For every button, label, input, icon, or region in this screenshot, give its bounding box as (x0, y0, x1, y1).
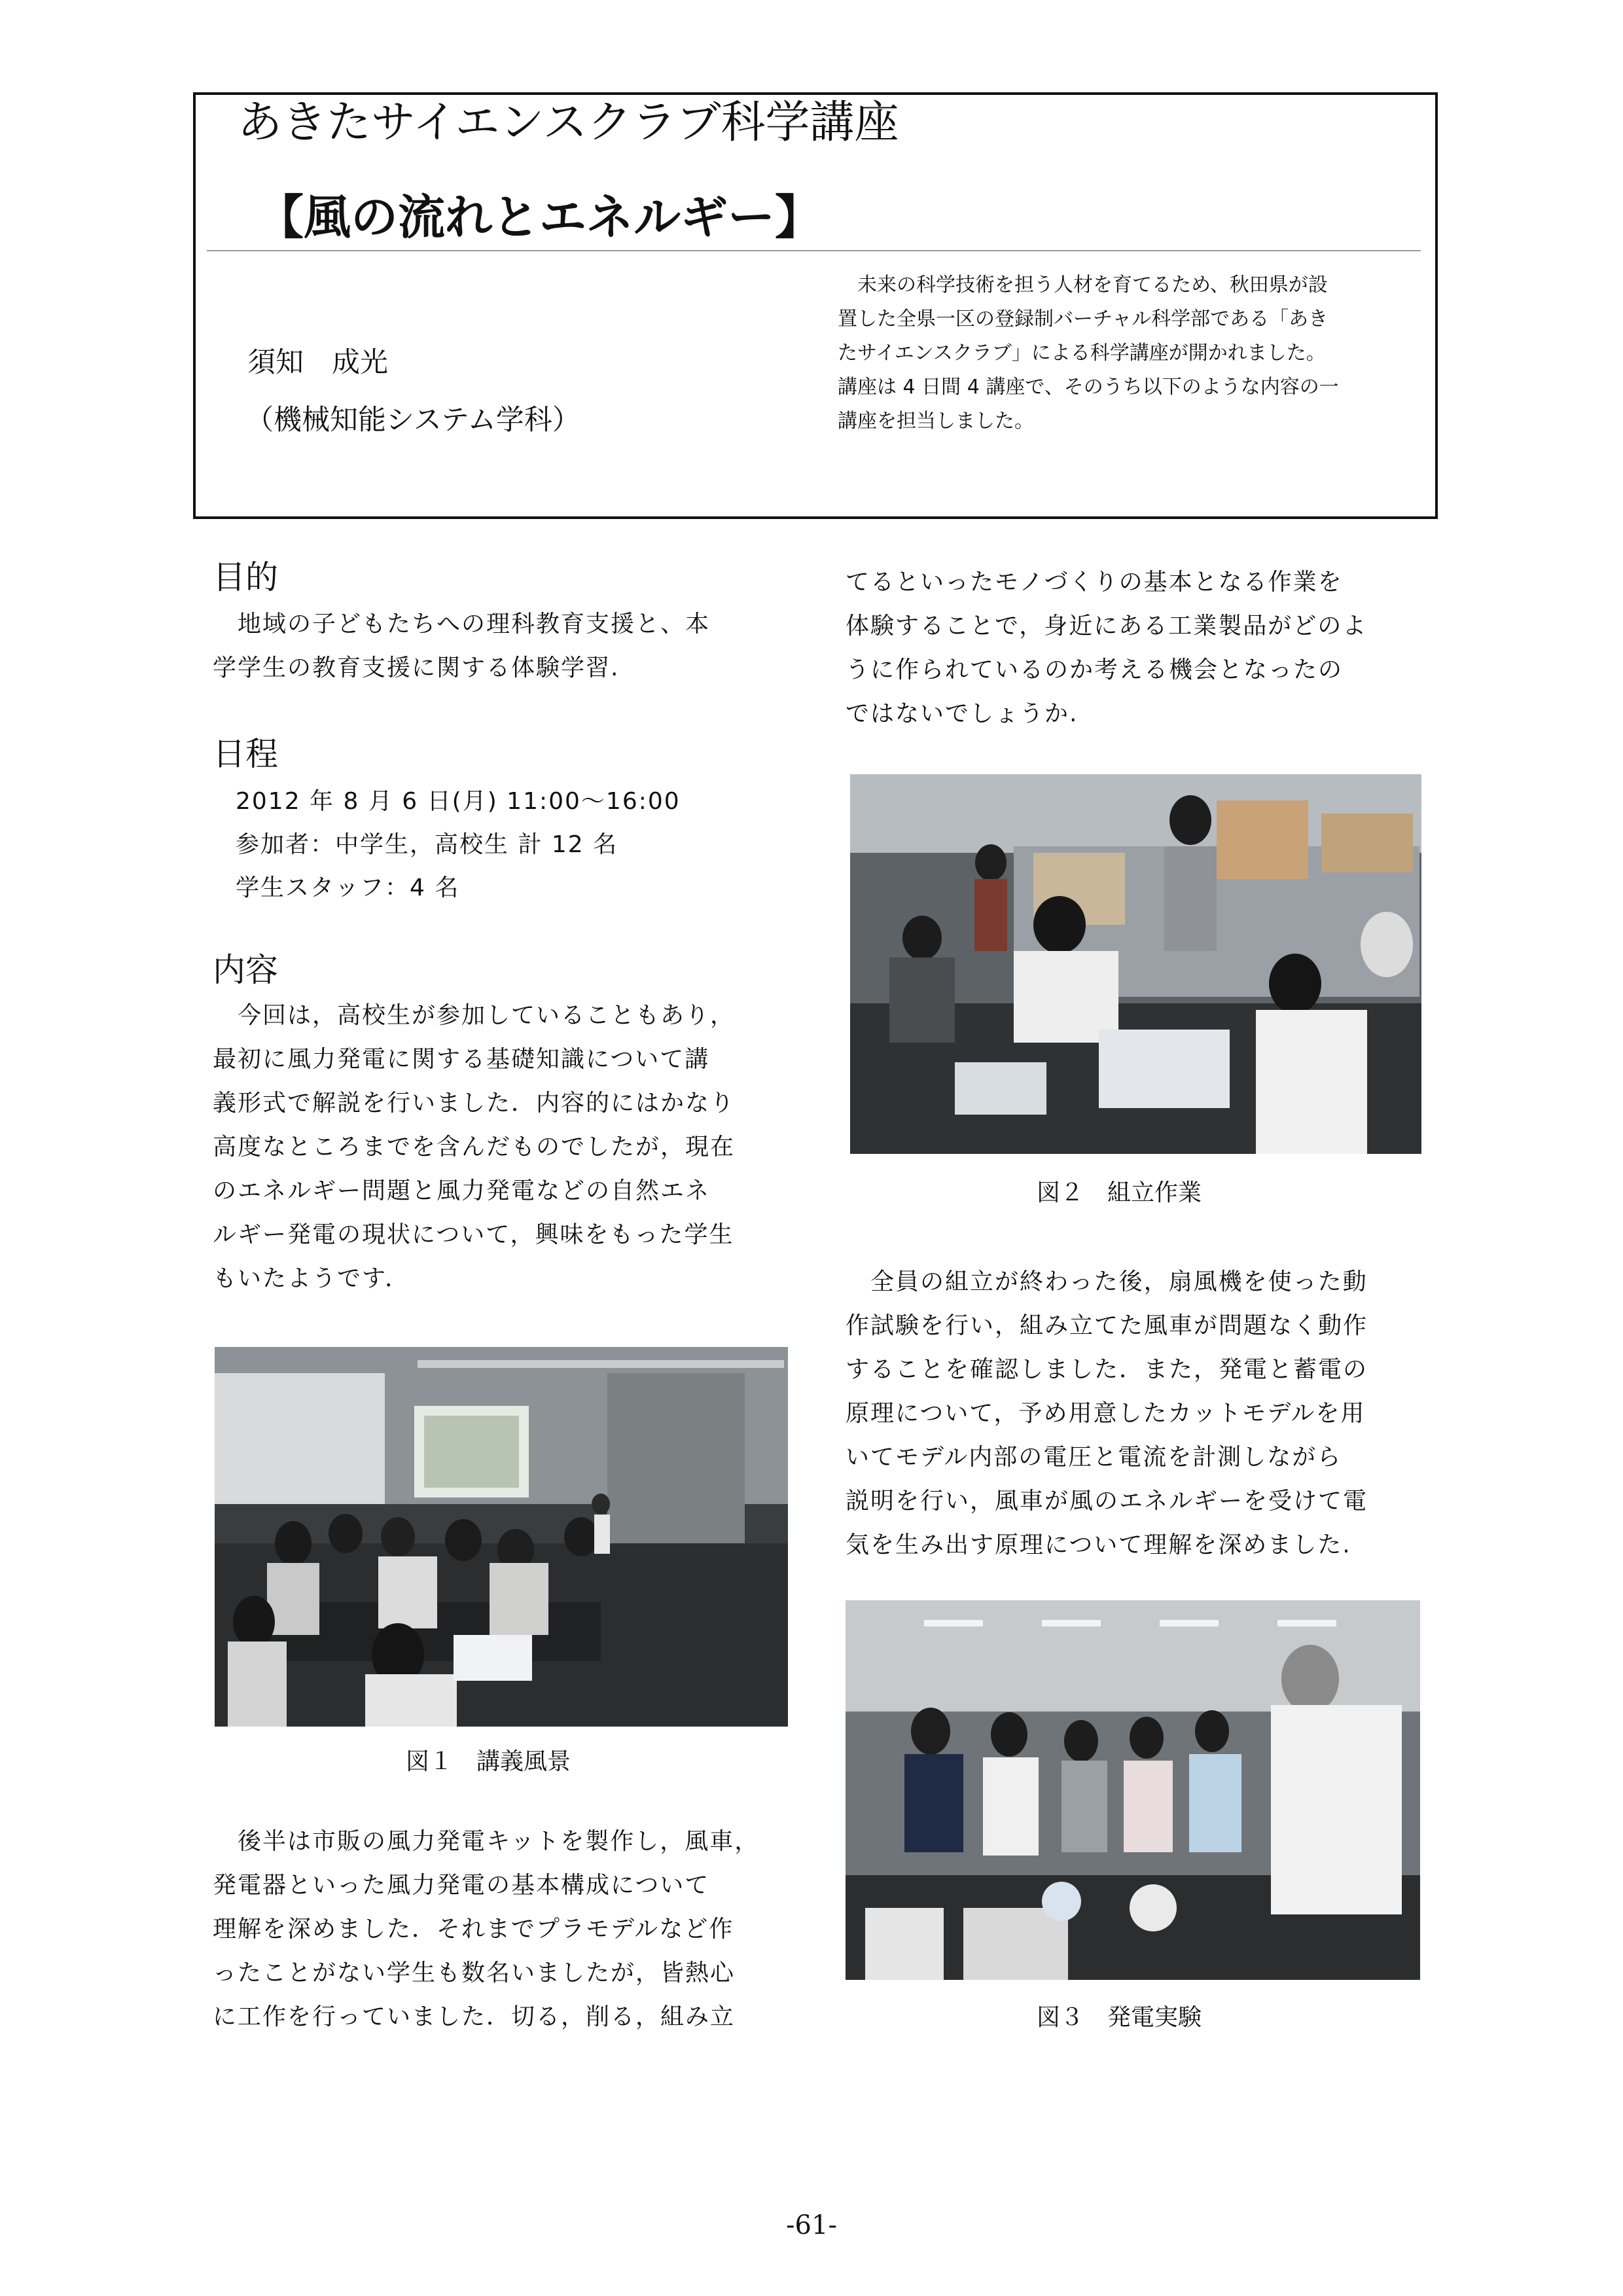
title-divider (207, 250, 1421, 251)
page-number: -61- (786, 2210, 837, 2240)
figure-3-caption: 図３ 発電実験 (1037, 2004, 1202, 2031)
intro-text: 未来の科学技術を担う人材を育てるため、秋田県が設 置した全県一区の登録制バーチャル科学部である「あき たサイエンスクラブ」による科学講座が開かれました。 講座は 4 日間 4 講座で、そのうち以下のような内容の一 講座を担当しました。 (838, 274, 1339, 433)
figure-1-caption: 図１ 講義風景 (406, 1748, 571, 1775)
purpose-heading: 目的 (213, 558, 278, 596)
author-department: （機械知能システム学科） (245, 404, 580, 437)
content-paragraph-2-continued: てるといったモノづくりの基本となる作業を 体験することで，身近にある工業製品がどのよ うに作られているのか考える機会となったの ではないでしょうか. (846, 569, 1368, 727)
series-title: あきたサイエンスクラブ科学講座 (238, 97, 899, 149)
figure-2-caption: 図２ 組立作業 (1037, 1179, 1202, 1206)
content-paragraph-2: 後半は市販の風力発電キットを製作し，風車， 発電器といった風力発電の基本構成について 理解を深めました．それまでプラモデルなど作 ったことがない学生も数名いましたが，皆熱心 に工作を行っていました．切る，削る，組み立 (213, 1828, 760, 2030)
purpose-text: 地域の子どもたちへの理科教育支援と、本 学学生の教育支援に関する体験学習. (213, 611, 711, 681)
content-paragraph-1: 今回は，高校生が参加していることもあり， 最初に風力発電に関する基礎知識について講 義形式で解説を行いました．内容的にはかなり 高度なところまでを含んだものでしたが，現在 のエネルギー問題と風力発電などの自然エネ ルギー発電の現状について，興味をもった学生 もいたようです． (213, 1002, 736, 1292)
content-paragraph-3: 全員の組立が終わった後，扇風機を使った動 作試験を行い，組み立てた風車が問題なく動作 することを確認しました．また，発電と蓄電の 原理について，予め用意したカットモデルを用 いてモデル内部の電圧と電流を計測しながら 説明を行い，風車が風のエネルギーを受けて電 気を生み出す原理について理解を深めました. (846, 1268, 1368, 1558)
schedule-heading: 日程 (213, 735, 278, 773)
author-name: 須知 成光 (247, 346, 388, 379)
figure-2-photo (850, 774, 1421, 1154)
figure-1-photo (215, 1347, 788, 1727)
article-title: 【風の流れとエネルギー】 (257, 190, 823, 245)
content-heading: 内容 (213, 951, 278, 989)
schedule-text: 2012 年 8 月 6 日(月) 11:00〜16:00 参加者：中学生，高校生 計 12 名 学生スタッフ：4 名 (236, 788, 681, 901)
figure-3-photo (846, 1600, 1420, 1980)
